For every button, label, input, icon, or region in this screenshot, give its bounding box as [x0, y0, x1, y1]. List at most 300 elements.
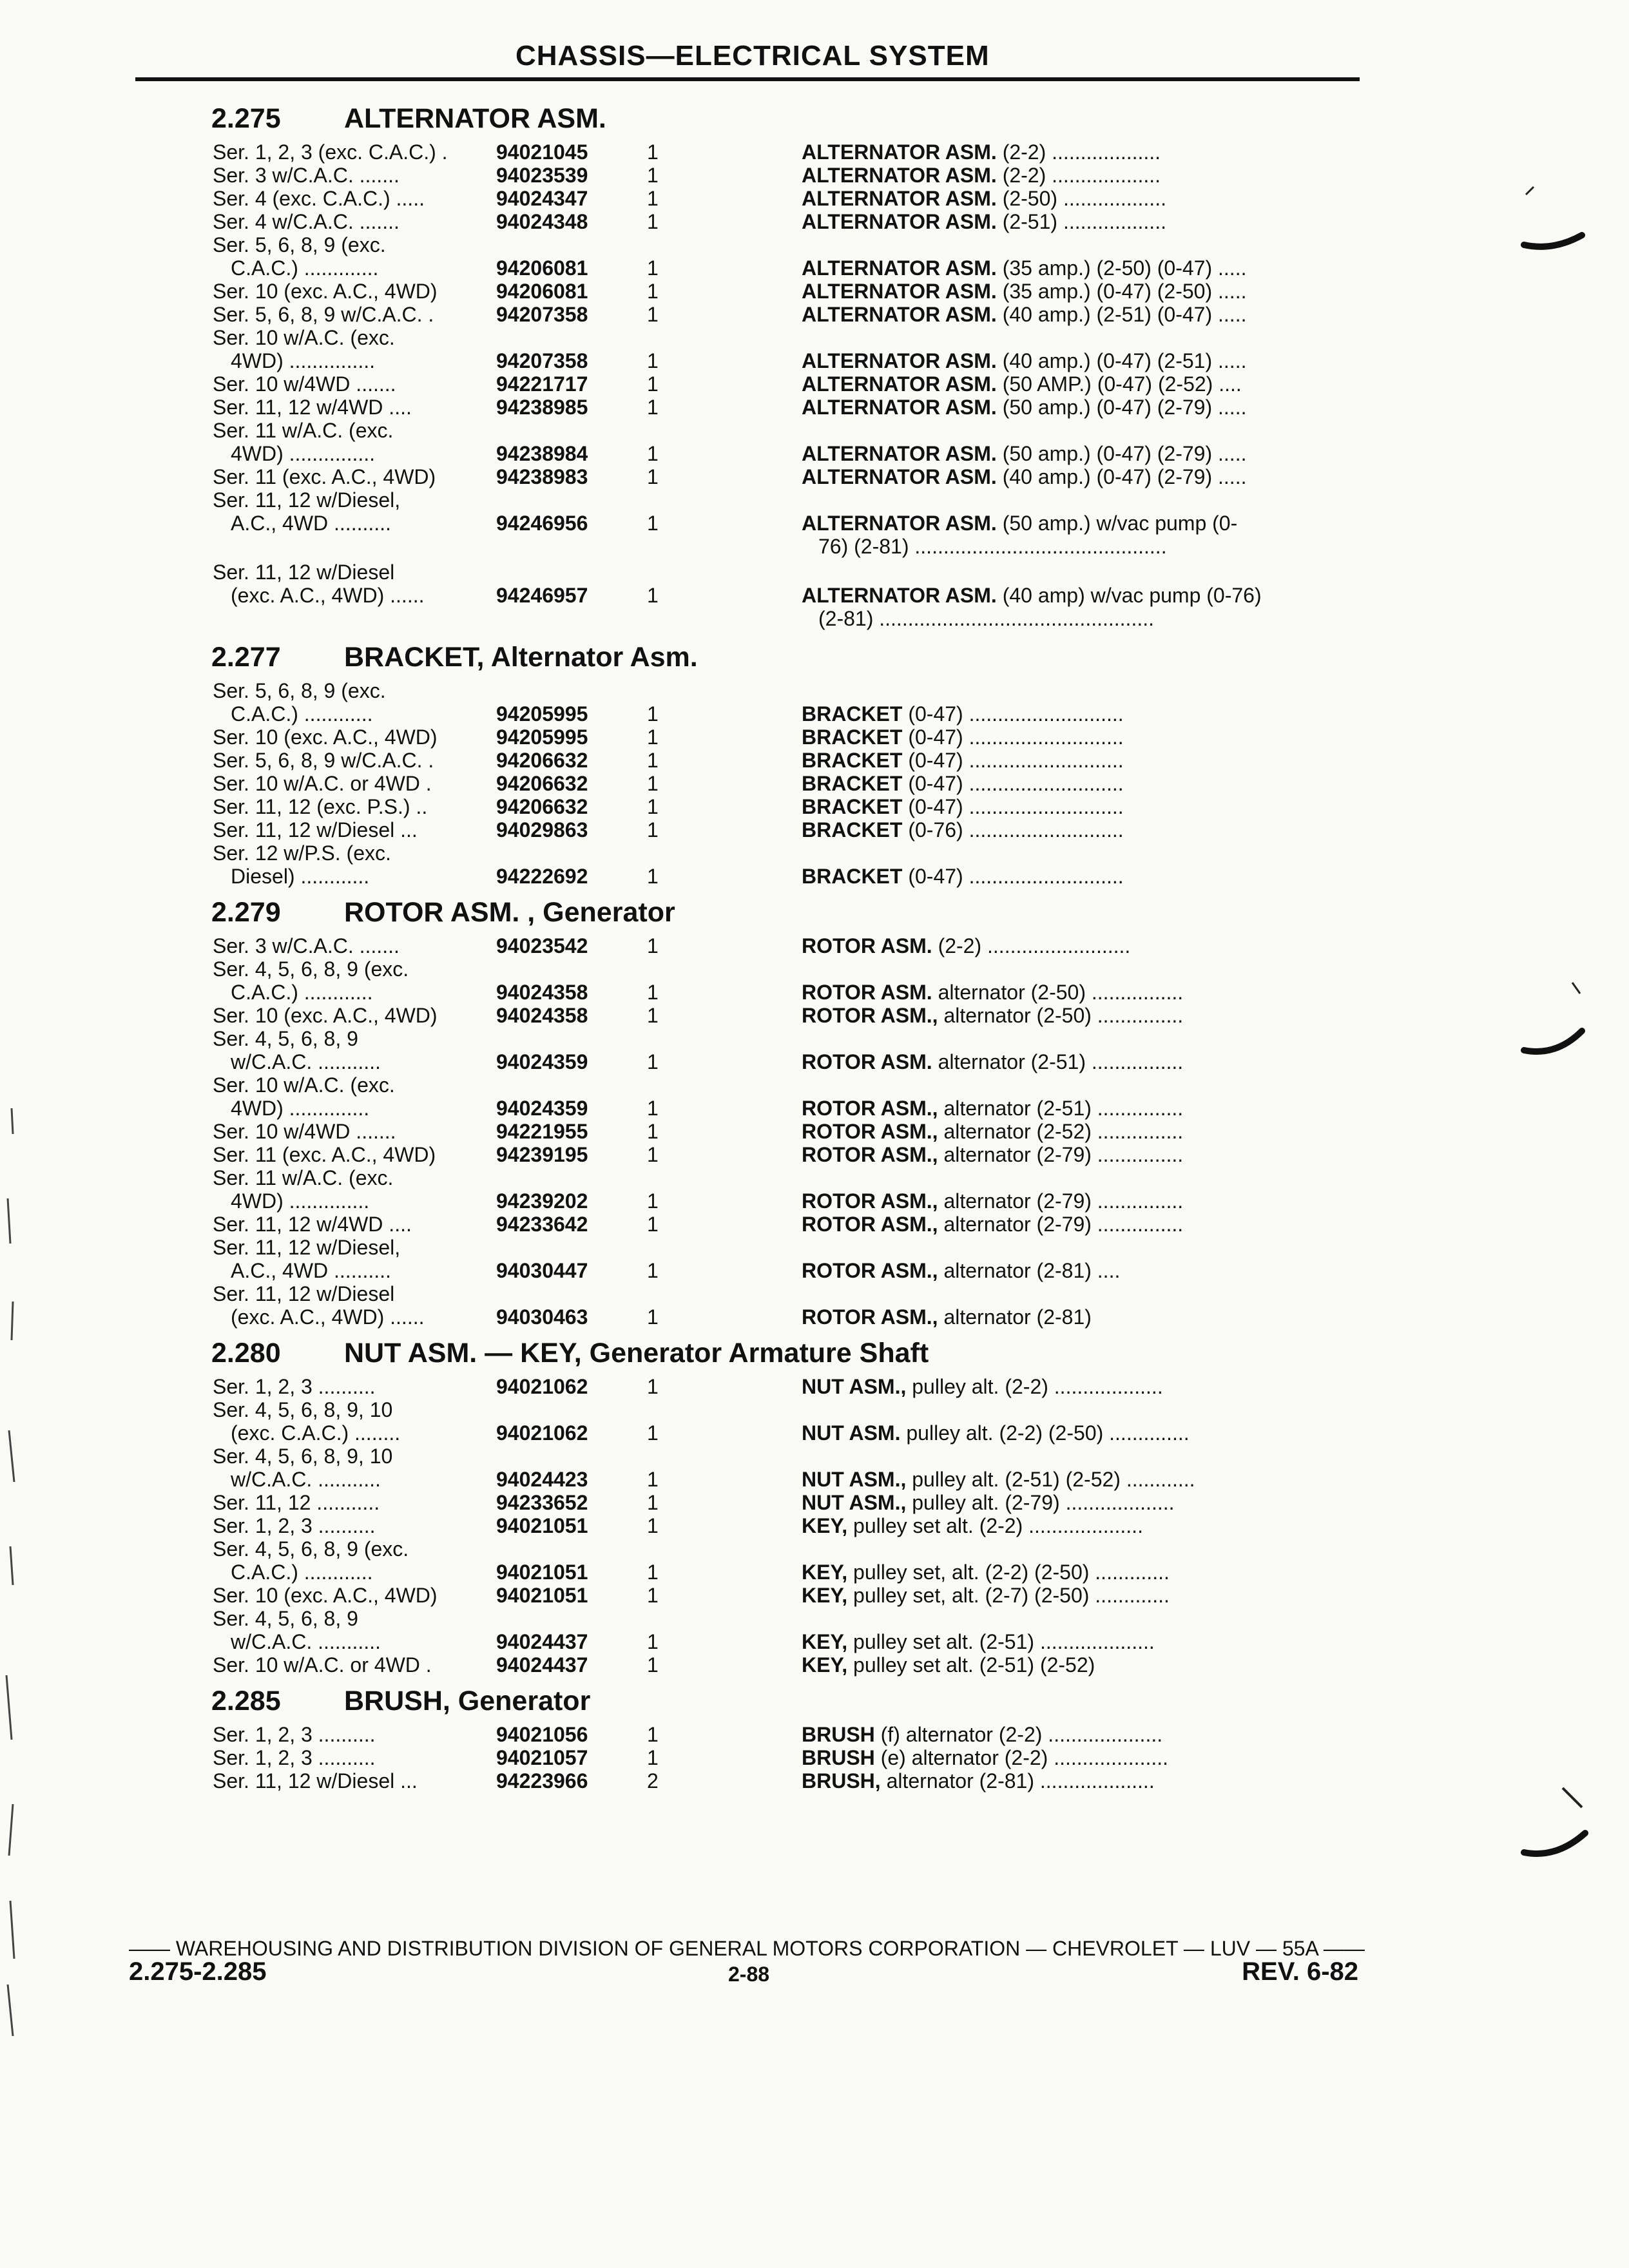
serial-applicability: Ser. 11, 12 ...........: [213, 1491, 380, 1514]
quantity: 1: [647, 818, 659, 841]
part-name: ALTERNATOR ASM.: [802, 584, 997, 607]
part-detail: (40 amp.) (0-47) (2-79) .....: [996, 465, 1247, 488]
part-detail: (40 amp) w/vac pump (0-76): [996, 584, 1262, 607]
part-name: ALTERNATOR ASM.: [802, 349, 997, 372]
serial-applicability: Ser. 5, 6, 8, 9 (exc.: [213, 233, 386, 256]
part-description: [802, 465, 1349, 488]
part-detail: alternator (2-52) ...............: [938, 1120, 1184, 1143]
serial-applicability: (exc. C.A.C.) ........: [231, 1421, 401, 1445]
part-number: 94238983: [496, 465, 588, 488]
part-name: ALTERNATOR ASM.: [802, 465, 997, 488]
part-description: [802, 772, 1349, 795]
page-header-title: CHASSIS—ELECTRICAL SYSTEM: [516, 40, 990, 72]
part-detail: pulley set, alt. (2-2) (2-50) .............: [847, 1561, 1170, 1584]
part-number: 94021062: [496, 1375, 588, 1398]
serial-applicability: Ser. 5, 6, 8, 9 w/C.A.C. .: [213, 749, 434, 772]
part-number: 94024358: [496, 1004, 588, 1027]
part-detail: alternator (2-50) ................: [932, 981, 1184, 1004]
part-number: 94021045: [496, 140, 588, 164]
serial-applicability: Ser. 11, 12 w/Diesel ...: [213, 1769, 418, 1792]
quantity: 1: [647, 349, 659, 372]
part-name: NUT ASM.: [802, 1421, 901, 1445]
part-description: [802, 818, 1349, 841]
part-number: 94024348: [496, 210, 588, 233]
quantity: 1: [647, 1375, 659, 1398]
serial-applicability: (exc. A.C., 4WD) ......: [231, 1305, 425, 1329]
part-detail: (2-51) ..................: [996, 210, 1166, 233]
part-detail: (e) alternator (2-2) ....................: [874, 1746, 1169, 1769]
part-description: [802, 726, 1349, 749]
part-detail: pulley alt. (2-2) ...................: [906, 1375, 1163, 1398]
serial-applicability: 4WD) ..............: [231, 1189, 370, 1213]
part-description: [802, 1584, 1349, 1607]
part-number: 94024437: [496, 1653, 588, 1677]
serial-applicability: C.A.C.) .............: [231, 256, 379, 280]
serial-applicability: Ser. 11, 12 w/Diesel: [213, 561, 395, 584]
serial-applicability: 4WD) ..............: [231, 1097, 370, 1120]
serial-applicability: C.A.C.) ............: [231, 1561, 373, 1584]
section-title: [211, 642, 698, 673]
part-description: [802, 749, 1349, 772]
part-detail: (40 amp.) (0-47) (2-51) .....: [996, 349, 1247, 372]
serial-applicability: Ser. 11, 12 w/4WD ....: [213, 396, 412, 419]
part-number: 94206632: [496, 772, 588, 795]
serial-applicability: Ser. 10 w/A.C. (exc.: [213, 326, 395, 349]
serial-applicability: Ser. 11 (exc. A.C., 4WD): [213, 1143, 436, 1166]
part-number: 94021051: [496, 1514, 588, 1537]
serial-applicability: Ser. 11, 12 w/Diesel: [213, 1282, 395, 1305]
part-description: [818, 607, 1349, 630]
serial-applicability: Ser. 11, 12 w/Diesel,: [213, 1236, 401, 1259]
part-detail: alternator (2-79) ...............: [938, 1143, 1184, 1166]
serial-applicability: Ser. 4, 5, 6, 8, 9: [213, 1027, 358, 1050]
part-description: [802, 372, 1349, 396]
part-description: [802, 1421, 1349, 1445]
part-description: [802, 140, 1349, 164]
part-number: 94024423: [496, 1468, 588, 1491]
part-description: [802, 1468, 1349, 1491]
serial-applicability: Ser. 4, 5, 6, 8, 9, 10: [213, 1445, 393, 1468]
part-number: 94207358: [496, 349, 588, 372]
part-detail: alternator (2-50) ...............: [938, 1004, 1184, 1027]
part-detail: pulley alt. (2-79) ...................: [906, 1491, 1175, 1514]
part-detail: (40 amp.) (2-51) (0-47) .....: [996, 303, 1247, 326]
quantity: 1: [647, 1120, 659, 1143]
part-detail: (50 amp.) w/vac pump (0-: [996, 512, 1238, 535]
part-number: 94238985: [496, 396, 588, 419]
serial-applicability: Ser. 12 w/P.S. (exc.: [213, 841, 391, 865]
part-number: 94221955: [496, 1120, 588, 1143]
part-detail: (2-50) ..................: [996, 187, 1166, 210]
quantity: 1: [647, 934, 659, 957]
part-detail: pulley set, alt. (2-7) (2-50) .............: [847, 1584, 1170, 1607]
serial-applicability: 4WD) ...............: [231, 349, 376, 372]
quantity: 1: [647, 1421, 659, 1445]
section-name: NUT ASM. — KEY, Generator Armature Shaft: [344, 1338, 929, 1369]
part-description: [802, 1491, 1349, 1514]
serial-applicability: Ser. 10 w/4WD .......: [213, 372, 396, 396]
part-name: ALTERNATOR ASM.: [802, 187, 997, 210]
part-detail: 76) (2-81) ............................................: [818, 535, 1167, 558]
section-number: 2.285: [211, 1686, 281, 1716]
quantity: 1: [647, 1630, 659, 1653]
quantity: 1: [647, 981, 659, 1004]
part-name: ALTERNATOR ASM.: [802, 512, 997, 535]
part-name: ROTOR ASM.,: [802, 1120, 938, 1143]
footer-revision: REV. 6-82: [1242, 1957, 1358, 1986]
quantity: 1: [647, 1259, 659, 1282]
part-name: ROTOR ASM.,: [802, 1143, 938, 1166]
quantity: 1: [647, 1143, 659, 1166]
quantity: 1: [647, 1305, 659, 1329]
part-number: 94024359: [496, 1097, 588, 1120]
quantity: 1: [647, 256, 659, 280]
quantity: 1: [647, 372, 659, 396]
quantity: 1: [647, 396, 659, 419]
part-name: ROTOR ASM.,: [802, 1305, 938, 1329]
quantity: 1: [647, 1514, 659, 1537]
quantity: 1: [647, 465, 659, 488]
serial-applicability: Ser. 4, 5, 6, 8, 9, 10: [213, 1398, 393, 1421]
serial-applicability: Ser. 10 (exc. A.C., 4WD): [213, 1584, 438, 1607]
part-detail: (2-2) ...................: [996, 140, 1161, 164]
part-description: [802, 396, 1349, 419]
quantity: 1: [647, 584, 659, 607]
part-number: 94021057: [496, 1746, 588, 1769]
part-description: [802, 1143, 1349, 1166]
part-number: 94238984: [496, 442, 588, 465]
part-detail: alternator (2-79) ...............: [938, 1189, 1184, 1213]
section-name: ALTERNATOR ASM.: [344, 103, 606, 134]
section-title: [211, 897, 675, 928]
part-name: ALTERNATOR ASM.: [802, 280, 997, 303]
quantity: 1: [647, 865, 659, 888]
part-name: ROTOR ASM.,: [802, 1259, 938, 1282]
part-name: ROTOR ASM.,: [802, 1097, 938, 1120]
serial-applicability: Ser. 3 w/C.A.C. .......: [213, 934, 400, 957]
part-name: ALTERNATOR ASM.: [802, 372, 997, 396]
part-name: BRUSH: [802, 1723, 875, 1746]
serial-applicability: C.A.C.) ............: [231, 981, 373, 1004]
quantity: 1: [647, 140, 659, 164]
part-detail: pulley set alt. (2-51) (2-52): [847, 1653, 1095, 1677]
part-detail: pulley set alt. (2-2) ....................: [847, 1514, 1143, 1537]
serial-applicability: Ser. 3 w/C.A.C. .......: [213, 164, 400, 187]
serial-applicability: Ser. 5, 6, 8, 9 (exc.: [213, 679, 386, 702]
footer-page-number: 2-88: [728, 1963, 770, 1986]
part-detail: (35 amp.) (0-47) (2-50) .....: [996, 280, 1247, 303]
part-number: 94221717: [496, 372, 588, 396]
part-detail: (0-47) ...........................: [902, 795, 1124, 818]
serial-applicability: Diesel) ............: [231, 865, 370, 888]
part-name: KEY,: [802, 1630, 848, 1653]
serial-applicability: Ser. 4, 5, 6, 8, 9: [213, 1607, 358, 1630]
binder-mark: [1521, 1778, 1592, 1869]
part-description: [802, 1561, 1349, 1584]
part-number: 94246956: [496, 512, 588, 535]
part-detail: alternator (2-51) ................: [932, 1050, 1184, 1073]
part-description: [802, 187, 1349, 210]
serial-applicability: Ser. 1, 2, 3 (exc. C.A.C.) .: [213, 140, 448, 164]
section-name: BRACKET, Alternator Asm.: [344, 642, 698, 673]
footer-publisher-line: —— WAREHOUSING AND DISTRIBUTION DIVISION OF GENERAL MOTORS CORPORATION — CHEVROLET — LUV — 55A ——: [129, 1937, 1365, 1960]
part-name: NUT ASM.,: [802, 1375, 907, 1398]
quantity: 1: [647, 512, 659, 535]
quantity: 1: [647, 1561, 659, 1584]
part-detail: (0-47) ...........................: [902, 749, 1124, 772]
part-number: 94207358: [496, 303, 588, 326]
part-description: [802, 256, 1349, 280]
serial-applicability: Ser. 5, 6, 8, 9 w/C.A.C. .: [213, 303, 434, 326]
serial-applicability: Ser. 4, 5, 6, 8, 9 (exc.: [213, 957, 409, 981]
serial-applicability: (exc. A.C., 4WD) ......: [231, 584, 425, 607]
part-description: [802, 981, 1349, 1004]
part-description: [802, 1189, 1349, 1213]
part-detail: pulley alt. (2-51) (2-52) ............: [906, 1468, 1195, 1491]
part-description: [802, 210, 1349, 233]
part-detail: alternator (2-81) ....................: [880, 1769, 1155, 1792]
part-name: BRACKET: [802, 865, 903, 888]
part-detail: (f) alternator (2-2) ....................: [874, 1723, 1163, 1746]
serial-applicability: Ser. 10 w/A.C. or 4WD .: [213, 1653, 432, 1677]
quantity: 1: [647, 1491, 659, 1514]
part-name: ROTOR ASM.,: [802, 1213, 938, 1236]
quantity: 1: [647, 1213, 659, 1236]
part-detail: (35 amp.) (2-50) (0-47) .....: [996, 256, 1247, 280]
serial-applicability: w/C.A.C. ...........: [231, 1050, 381, 1073]
part-number: 94023539: [496, 164, 588, 187]
part-name: ALTERNATOR ASM.: [802, 303, 997, 326]
quantity: 1: [647, 702, 659, 726]
quantity: 1: [647, 726, 659, 749]
part-detail: (0-47) ...........................: [902, 865, 1124, 888]
section-name: BRUSH, Generator: [344, 1686, 591, 1716]
serial-applicability: Ser. 4 w/C.A.C. .......: [213, 210, 400, 233]
part-number: 94021051: [496, 1584, 588, 1607]
serial-applicability: Ser. 11 w/A.C. (exc.: [213, 419, 394, 442]
part-description: [802, 1723, 1349, 1746]
serial-applicability: Ser. 1, 2, 3 ..........: [213, 1746, 376, 1769]
part-number: 94030447: [496, 1259, 588, 1282]
part-description: [802, 934, 1349, 957]
part-number: 94030463: [496, 1305, 588, 1329]
serial-applicability: A.C., 4WD ..........: [231, 512, 391, 535]
quantity: 1: [647, 1004, 659, 1027]
quantity: 1: [647, 1050, 659, 1073]
part-number: 94205995: [496, 726, 588, 749]
serial-applicability: Ser. 10 (exc. A.C., 4WD): [213, 1004, 438, 1027]
serial-applicability: C.A.C.) ............: [231, 702, 373, 726]
part-detail: (0-47) ...........................: [902, 702, 1124, 726]
section-title: [211, 1686, 590, 1717]
part-description: [802, 865, 1349, 888]
part-name: ALTERNATOR ASM.: [802, 140, 997, 164]
part-description: [802, 1375, 1349, 1398]
part-name: BRACKET: [802, 726, 903, 749]
part-number: 94206081: [496, 280, 588, 303]
serial-applicability: Ser. 11 (exc. A.C., 4WD): [213, 465, 436, 488]
part-number: 94206632: [496, 749, 588, 772]
part-detail: (50 amp.) (0-47) (2-79) .....: [996, 396, 1247, 419]
part-description: [802, 702, 1349, 726]
part-number: 94239202: [496, 1189, 588, 1213]
part-detail: (0-76) ...........................: [902, 818, 1124, 841]
binder-mark: [1521, 180, 1592, 258]
part-name: BRUSH,: [802, 1769, 881, 1792]
section-number: 2.277: [211, 642, 281, 673]
part-number: 94206081: [496, 256, 588, 280]
serial-applicability: w/C.A.C. ...........: [231, 1630, 381, 1653]
part-name: NUT ASM.,: [802, 1491, 907, 1514]
part-number: 94024358: [496, 981, 588, 1004]
part-description: [802, 584, 1349, 607]
part-name: BRACKET: [802, 818, 903, 841]
part-description: [802, 349, 1349, 372]
part-description: [802, 1259, 1349, 1282]
part-number: 94021062: [496, 1421, 588, 1445]
section-number: 2.280: [211, 1338, 281, 1369]
part-name: KEY,: [802, 1561, 848, 1584]
part-name: BRACKET: [802, 795, 903, 818]
part-description: [802, 1120, 1349, 1143]
part-description: [802, 442, 1349, 465]
section-number: 2.279: [211, 897, 281, 928]
scan-edge-speckle: [0, 1095, 26, 2062]
part-name: ROTOR ASM.: [802, 934, 932, 957]
part-number: 94029863: [496, 818, 588, 841]
quantity: 1: [647, 795, 659, 818]
part-description: [802, 1305, 1349, 1329]
part-detail: pulley alt. (2-2) (2-50) ..............: [900, 1421, 1190, 1445]
part-description: [802, 1653, 1349, 1677]
part-name: ROTOR ASM.,: [802, 1004, 938, 1027]
serial-applicability: Ser. 10 (exc. A.C., 4WD): [213, 280, 438, 303]
section-name: ROTOR ASM. , Generator: [344, 897, 675, 928]
part-description: [802, 164, 1349, 187]
part-description: [802, 1004, 1349, 1027]
quantity: 1: [647, 280, 659, 303]
part-name: BRACKET: [802, 749, 903, 772]
part-name: KEY,: [802, 1653, 848, 1677]
part-description: [802, 280, 1349, 303]
part-name: BRACKET: [802, 702, 903, 726]
part-number: 94024437: [496, 1630, 588, 1653]
quantity: 2: [647, 1769, 659, 1792]
section-title: [211, 103, 606, 135]
footer-section-range: 2.275-2.285: [129, 1957, 267, 1986]
serial-applicability: Ser. 10 w/A.C. or 4WD .: [213, 772, 432, 795]
serial-applicability: Ser. 4 (exc. C.A.C.) .....: [213, 187, 425, 210]
part-detail: (50 amp.) (0-47) (2-79) .....: [996, 442, 1247, 465]
part-detail: alternator (2-51) ...............: [938, 1097, 1184, 1120]
part-detail: pulley set alt. (2-51) ....................: [847, 1630, 1155, 1653]
part-description: [802, 1746, 1349, 1769]
part-number: 94233642: [496, 1213, 588, 1236]
quantity: 1: [647, 1723, 659, 1746]
part-description: [802, 1050, 1349, 1073]
part-number: 94205995: [496, 702, 588, 726]
quantity: 1: [647, 1468, 659, 1491]
header-rule: [135, 77, 1360, 81]
serial-applicability: Ser. 11, 12 w/Diesel ...: [213, 818, 418, 841]
part-detail: alternator (2-81) ....: [938, 1259, 1121, 1282]
part-number: 94023542: [496, 934, 588, 957]
part-number: 94233652: [496, 1491, 588, 1514]
part-description: [818, 535, 1349, 558]
quantity: 1: [647, 1746, 659, 1769]
quantity: 1: [647, 1189, 659, 1213]
serial-applicability: Ser. 11, 12 (exc. P.S.) ..: [213, 795, 428, 818]
part-name: ROTOR ASM.: [802, 981, 932, 1004]
quantity: 1: [647, 187, 659, 210]
section-title: [211, 1338, 929, 1369]
part-name: ALTERNATOR ASM.: [802, 396, 997, 419]
part-name: ALTERNATOR ASM.: [802, 256, 997, 280]
quantity: 1: [647, 210, 659, 233]
serial-applicability: Ser. 10 (exc. A.C., 4WD): [213, 726, 438, 749]
quantity: 1: [647, 1097, 659, 1120]
part-description: [802, 1213, 1349, 1236]
part-detail: (0-47) ...........................: [902, 726, 1124, 749]
serial-applicability: A.C., 4WD ..........: [231, 1259, 391, 1282]
part-detail: (0-47) ...........................: [902, 772, 1124, 795]
part-detail: (2-81) ................................................: [818, 607, 1154, 630]
part-description: [802, 1097, 1349, 1120]
serial-applicability: Ser. 1, 2, 3 ..........: [213, 1375, 376, 1398]
part-name: ROTOR ASM.: [802, 1050, 932, 1073]
part-number: 94246957: [496, 584, 588, 607]
quantity: 1: [647, 772, 659, 795]
serial-applicability: 4WD) ...............: [231, 442, 376, 465]
serial-applicability: Ser. 11, 12 w/4WD ....: [213, 1213, 412, 1236]
part-name: ROTOR ASM.,: [802, 1189, 938, 1213]
part-name: NUT ASM.,: [802, 1468, 907, 1491]
quantity: 1: [647, 442, 659, 465]
part-detail: (2-2) ...................: [996, 164, 1161, 187]
part-number: 94021051: [496, 1561, 588, 1584]
part-description: [802, 795, 1349, 818]
part-name: KEY,: [802, 1584, 848, 1607]
quantity: 1: [647, 1584, 659, 1607]
serial-applicability: Ser. 1, 2, 3 ..........: [213, 1723, 376, 1746]
part-number: 94223966: [496, 1769, 588, 1792]
serial-applicability: Ser. 10 w/4WD .......: [213, 1120, 396, 1143]
part-detail: alternator (2-81): [938, 1305, 1092, 1329]
part-description: [802, 303, 1349, 326]
part-number: 94021056: [496, 1723, 588, 1746]
part-detail: alternator (2-79) ...............: [938, 1213, 1184, 1236]
part-number: 94239195: [496, 1143, 588, 1166]
part-name: BRUSH: [802, 1746, 875, 1769]
part-description: [802, 1769, 1349, 1792]
part-number: 94024347: [496, 187, 588, 210]
part-description: [802, 1514, 1349, 1537]
part-detail: (2-2) .........................: [932, 934, 1131, 957]
part-name: KEY,: [802, 1514, 848, 1537]
serial-applicability: Ser. 11 w/A.C. (exc.: [213, 1166, 394, 1189]
serial-applicability: Ser. 1, 2, 3 ..........: [213, 1514, 376, 1537]
binder-mark: [1521, 979, 1592, 1070]
quantity: 1: [647, 749, 659, 772]
part-description: [802, 1630, 1349, 1653]
serial-applicability: w/C.A.C. ...........: [231, 1468, 381, 1491]
serial-applicability: Ser. 10 w/A.C. (exc.: [213, 1073, 395, 1097]
serial-applicability: Ser. 11, 12 w/Diesel,: [213, 488, 401, 512]
part-number: 94024359: [496, 1050, 588, 1073]
part-description: [802, 512, 1349, 535]
quantity: 1: [647, 164, 659, 187]
section-number: 2.275: [211, 103, 281, 134]
